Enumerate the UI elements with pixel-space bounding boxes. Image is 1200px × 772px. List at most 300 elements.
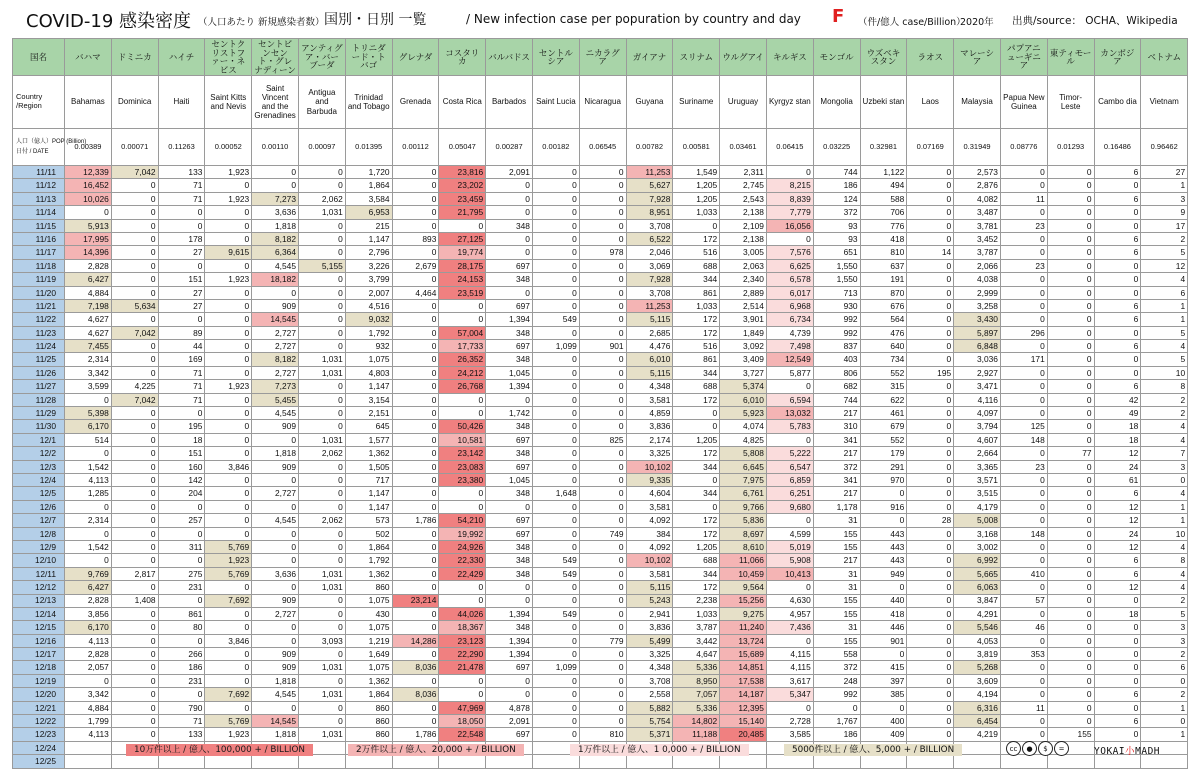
value-cell: 0 [1047, 674, 1094, 687]
value-cell: 348 [486, 554, 533, 567]
value-cell: 275 [158, 567, 205, 580]
value-cell: 5,336 [673, 661, 720, 674]
value-cell: 22,290 [439, 648, 486, 661]
table-row [13, 527, 1188, 540]
value-cell: 0 [579, 460, 626, 473]
value-cell: 1,394 [486, 634, 533, 647]
value-cell: 0 [907, 219, 954, 232]
value-cell: 2,062 [298, 192, 345, 205]
value-cell: 12 [1141, 259, 1188, 272]
value-cell: 1 [1141, 313, 1188, 326]
value-cell: 806 [813, 366, 860, 379]
value-cell: 0 [907, 380, 954, 393]
column-header-en: Bahamas [65, 76, 112, 129]
value-cell: 1,147 [345, 232, 392, 245]
value-cell: 21,478 [439, 661, 486, 674]
value-cell: 77 [1047, 447, 1094, 460]
value-cell: 172 [673, 581, 720, 594]
value-cell: 1 [1141, 701, 1188, 714]
series-letter: F [832, 6, 845, 27]
value-cell: 0 [111, 661, 158, 674]
value-cell: 3,846 [205, 460, 252, 473]
table-row [13, 460, 1188, 473]
value-cell: 0 [907, 259, 954, 272]
value-cell: 0 [1094, 259, 1141, 272]
value-cell: 1 [1141, 299, 1188, 312]
value-cell: 18 [1094, 433, 1141, 446]
value-cell: 215 [345, 219, 392, 232]
value-cell: 0 [579, 259, 626, 272]
value-cell: 0 [1047, 286, 1094, 299]
value-cell: 6,017 [766, 286, 813, 299]
date-cell: 12/1 [13, 433, 65, 446]
value-cell: 0 [1047, 259, 1094, 272]
legend-item-10k: 1万件以上 / 億人、1 0,000 + / BILLION [570, 744, 749, 756]
value-cell: 0 [532, 273, 579, 286]
value-cell: 0 [1000, 299, 1047, 312]
value-cell: 10,102 [626, 554, 673, 567]
value-cell: 2,558 [626, 688, 673, 701]
value-cell: 0 [392, 581, 439, 594]
value-cell: 0 [205, 259, 252, 272]
value-cell: 0 [766, 701, 813, 714]
value-cell: 930 [813, 299, 860, 312]
column-header-en: Uzbeki stan [860, 76, 907, 129]
legend-item-100k: 10万件以上 / 億人、100,000 + / BILLION [126, 744, 313, 756]
value-cell: 415 [860, 661, 907, 674]
date-cell: 11/26 [13, 366, 65, 379]
value-cell: 6,734 [766, 313, 813, 326]
value-cell: 443 [860, 554, 907, 567]
value-cell: 430 [345, 607, 392, 620]
value-cell: 6,968 [766, 299, 813, 312]
value-cell: 23,380 [439, 473, 486, 486]
value-cell: 71 [158, 393, 205, 406]
value-cell: 12,549 [766, 353, 813, 366]
value-cell: 23 [1000, 219, 1047, 232]
value-cell: 7,576 [766, 246, 813, 259]
value-cell: 4,545 [252, 407, 299, 420]
value-cell: 1,033 [673, 607, 720, 620]
value-cell: 7,692 [205, 688, 252, 701]
value-cell: 0 [205, 473, 252, 486]
value-cell: 1,577 [345, 433, 392, 446]
value-cell: 93 [813, 219, 860, 232]
value-cell: 0 [205, 701, 252, 714]
value-cell: 1,799 [65, 715, 112, 728]
value-cell: 549 [532, 567, 579, 580]
value-cell: 901 [579, 340, 626, 353]
date-cell: 12/10 [13, 554, 65, 567]
value-cell: 0 [392, 299, 439, 312]
value-cell: 3,599 [65, 380, 112, 393]
value-cell: 0 [532, 219, 579, 232]
value-cell: 776 [860, 219, 907, 232]
value-cell: 8,036 [392, 661, 439, 674]
value-cell: 0 [1000, 554, 1047, 567]
value-cell: 5,546 [954, 621, 1001, 634]
value-cell: 3,069 [626, 259, 673, 272]
value-cell: 5 [1141, 246, 1188, 259]
value-cell: 6,316 [954, 701, 1001, 714]
value-cell: 2,664 [954, 447, 1001, 460]
value-cell: 44,026 [439, 607, 486, 620]
date-cell: 11/27 [13, 380, 65, 393]
value-cell: 3,581 [626, 567, 673, 580]
value-cell: 4,957 [766, 607, 813, 620]
value-cell: 217 [813, 487, 860, 500]
value-cell: 0 [205, 219, 252, 232]
value-cell: 0 [392, 621, 439, 634]
by-icon: ● [1022, 741, 1037, 756]
value-cell: 1,075 [345, 661, 392, 674]
value-cell: 3,452 [954, 232, 1001, 245]
value-cell: 0 [907, 206, 954, 219]
value-cell: 2,138 [720, 232, 767, 245]
value-cell: 348 [486, 540, 533, 553]
date-cell: 11/25 [13, 353, 65, 366]
value-cell: 0 [1047, 192, 1094, 205]
value-cell: 27 [158, 246, 205, 259]
value-cell: 1,205 [673, 433, 720, 446]
value-cell: 0 [1047, 273, 1094, 286]
value-cell: 0 [1094, 674, 1141, 687]
value-cell: 0 [673, 407, 720, 420]
value-cell: 3,092 [720, 340, 767, 353]
value-cell: 825 [579, 433, 626, 446]
value-cell: 0 [532, 447, 579, 460]
value-cell: 0 [579, 393, 626, 406]
value-cell: 0 [1047, 567, 1094, 580]
value-cell: 0 [1000, 514, 1047, 527]
value-cell: 0 [298, 540, 345, 553]
value-cell: 0 [1000, 487, 1047, 500]
value-cell: 3,471 [954, 380, 1001, 393]
column-header-en: Laos [907, 76, 954, 129]
value-cell: 12 [1094, 500, 1141, 513]
value-cell: 1,075 [345, 353, 392, 366]
value-cell: 23,123 [439, 634, 486, 647]
value-cell: 1,542 [65, 540, 112, 553]
value-cell: 31 [813, 621, 860, 634]
date-cell: 11/16 [13, 232, 65, 245]
value-cell: 790 [158, 701, 205, 714]
value-cell: 909 [252, 648, 299, 661]
table-row [13, 179, 1188, 192]
value-cell: 0 [252, 500, 299, 513]
value-cell: 0 [111, 621, 158, 634]
value-cell: 14,286 [392, 634, 439, 647]
value-cell: 0 [766, 232, 813, 245]
population-cell: 0.00182 [532, 129, 579, 166]
value-cell: 2,174 [626, 433, 673, 446]
value-cell: 0 [1094, 273, 1141, 286]
value-cell: 2,314 [65, 514, 112, 527]
title-jp: 国別・日別 一覧 [324, 12, 427, 28]
value-cell: 0 [252, 527, 299, 540]
cc-license [1006, 741, 1069, 756]
value-cell: 4,348 [626, 380, 673, 393]
value-cell: 0 [392, 380, 439, 393]
value-cell: 3,515 [954, 487, 1001, 500]
value-cell: 0 [579, 206, 626, 219]
table-row [13, 715, 1188, 728]
population-cell: 0.00110 [252, 129, 299, 166]
value-cell: 0 [1000, 313, 1047, 326]
value-cell: 18,182 [252, 273, 299, 286]
value-cell: 4 [1141, 581, 1188, 594]
value-cell: 4,113 [65, 473, 112, 486]
value-cell: 1,864 [345, 688, 392, 701]
value-cell: 622 [860, 393, 907, 406]
header-row-pop [13, 129, 1188, 166]
value-cell: 7,198 [65, 299, 112, 312]
value-cell: 697 [486, 299, 533, 312]
value-cell: 1,033 [673, 206, 720, 219]
value-cell: 0 [1094, 286, 1141, 299]
value-cell: 0 [1094, 701, 1141, 714]
value-cell: 6,625 [766, 259, 813, 272]
value-cell: 0 [579, 326, 626, 339]
value-cell: 446 [860, 621, 907, 634]
value-cell: 0 [298, 246, 345, 259]
value-cell: 0 [1000, 728, 1047, 741]
value-cell: 1,031 [298, 688, 345, 701]
value-cell: 172 [673, 326, 720, 339]
value-cell: 2,138 [720, 206, 767, 219]
column-header-jp: セントルシア [532, 39, 579, 76]
value-cell: 0 [439, 500, 486, 513]
value-cell: 992 [813, 688, 860, 701]
value-cell: 4,630 [766, 594, 813, 607]
value-cell: 125 [1000, 420, 1047, 433]
value-cell: 0 [158, 594, 205, 607]
value-cell: 0 [205, 313, 252, 326]
value-cell: 0 [205, 353, 252, 366]
value-cell: 0 [907, 540, 954, 553]
value-cell: 6,578 [766, 273, 813, 286]
population-cell: 0.00071 [111, 129, 158, 166]
value-cell: 0 [532, 674, 579, 687]
value-cell: 0 [111, 688, 158, 701]
value-cell: 22,330 [439, 554, 486, 567]
value-cell: 7,455 [65, 340, 112, 353]
value-cell: 0 [673, 420, 720, 433]
value-cell: 22,429 [439, 567, 486, 580]
value-cell: 549 [532, 554, 579, 567]
column-header-en: Cambo dia [1094, 76, 1141, 129]
value-cell: 4,291 [954, 607, 1001, 620]
value-cell: 4,607 [954, 433, 1001, 446]
population-cell: 0.00389 [65, 129, 112, 166]
value-cell: 0 [579, 581, 626, 594]
value-cell: 7,436 [766, 621, 813, 634]
value-cell: 0 [579, 487, 626, 500]
value-cell: 3,901 [720, 313, 767, 326]
value-cell: 0 [579, 380, 626, 393]
value-cell: 17,995 [65, 232, 112, 245]
value-cell: 26,352 [439, 353, 486, 366]
value-cell: 16,452 [65, 179, 112, 192]
value-cell: 6,547 [766, 460, 813, 473]
value-cell: 0 [1047, 473, 1094, 486]
value-cell: 3,708 [626, 219, 673, 232]
value-cell: 344 [673, 460, 720, 473]
value-cell: 3 [1141, 634, 1188, 647]
value-cell: 637 [860, 259, 907, 272]
value-cell: 1,031 [298, 728, 345, 741]
value-cell: 0 [439, 313, 486, 326]
value-cell: 5,115 [626, 581, 673, 594]
value-cell: 2,314 [65, 353, 112, 366]
value-cell: 0 [65, 500, 112, 513]
value-cell: 0 [158, 500, 205, 513]
value-cell: 0 [158, 313, 205, 326]
value-cell: 12,339 [65, 166, 112, 179]
value-cell: 5,115 [626, 366, 673, 379]
value-cell: 0 [532, 206, 579, 219]
value-cell: 0 [579, 353, 626, 366]
value-cell: 516 [673, 246, 720, 259]
value-cell: 418 [860, 232, 907, 245]
value-cell: 21,795 [439, 206, 486, 219]
value-cell: 5,783 [766, 420, 813, 433]
value-cell: 403 [813, 353, 860, 366]
value-cell: 0 [65, 206, 112, 219]
value-cell: 0 [1000, 393, 1047, 406]
table-row [13, 634, 1188, 647]
value-cell: 0 [298, 473, 345, 486]
value-cell: 0 [298, 286, 345, 299]
value-cell: 1 [1141, 500, 1188, 513]
value-cell: 0 [907, 648, 954, 661]
value-cell: 3,708 [626, 286, 673, 299]
population-cell: 0.01395 [345, 129, 392, 166]
value-cell: 0 [252, 166, 299, 179]
date-cell: 11/14 [13, 206, 65, 219]
value-cell: 1,923 [205, 728, 252, 741]
value-cell: 0 [1047, 688, 1094, 701]
table-row [13, 447, 1188, 460]
value-cell: 0 [907, 326, 954, 339]
value-cell: 1,031 [298, 567, 345, 580]
value-cell: 1 [1141, 514, 1188, 527]
value-cell: 0 [205, 393, 252, 406]
value-cell: 4,348 [626, 661, 673, 674]
value-cell: 494 [860, 179, 907, 192]
value-cell: 11,188 [673, 728, 720, 741]
value-cell: 11 [1000, 701, 1047, 714]
column-header-jp: ニカラグア [579, 39, 626, 76]
value-cell: 0 [111, 433, 158, 446]
value-cell: 7,057 [673, 688, 720, 701]
value-cell: 17,538 [720, 674, 767, 687]
value-cell: 0 [111, 607, 158, 620]
value-cell: 148 [1000, 527, 1047, 540]
value-cell: 28 [907, 514, 954, 527]
value-cell: 0 [439, 487, 486, 500]
value-cell: 24 [1094, 460, 1141, 473]
value-cell: 186 [813, 179, 860, 192]
value-cell: 4,092 [626, 540, 673, 553]
value-cell: 0 [1047, 366, 1094, 379]
value-cell: 54,210 [439, 514, 486, 527]
value-cell: 0 [392, 366, 439, 379]
value-cell: 6 [1094, 232, 1141, 245]
value-cell: 23,519 [439, 286, 486, 299]
value-cell: 0 [158, 407, 205, 420]
value-cell: 0 [907, 701, 954, 714]
value-cell: 3,836 [626, 621, 673, 634]
value-cell: 0 [1094, 634, 1141, 647]
value-cell: 18 [1094, 607, 1141, 620]
value-cell: 2 [1141, 393, 1188, 406]
value-cell: 0 [298, 715, 345, 728]
value-cell: 24 [1094, 527, 1141, 540]
value-cell: 8 [1141, 380, 1188, 393]
date-cell: 12/14 [13, 607, 65, 620]
value-cell: 0 [1047, 393, 1094, 406]
value-cell: 861 [158, 607, 205, 620]
value-cell: 0 [439, 688, 486, 701]
value-cell: 640 [860, 340, 907, 353]
value-cell: 6 [1094, 166, 1141, 179]
value-cell: 0 [766, 380, 813, 393]
value-cell: 2,066 [954, 259, 1001, 272]
value-cell: 6,522 [626, 232, 673, 245]
value-cell: 31 [813, 581, 860, 594]
value-cell: 344 [673, 273, 720, 286]
value-cell: 348 [486, 420, 533, 433]
value-cell: 172 [673, 514, 720, 527]
value-cell: 3,856 [65, 607, 112, 620]
column-header-en: Malaysia [954, 76, 1001, 129]
value-cell: 909 [252, 420, 299, 433]
value-cell: 1,849 [720, 326, 767, 339]
value-cell: 0 [205, 407, 252, 420]
value-cell: 5,627 [626, 179, 673, 192]
value-cell: 257 [158, 514, 205, 527]
value-cell: 124 [813, 192, 860, 205]
value-cell: 0 [392, 715, 439, 728]
value-cell: 9 [1141, 206, 1188, 219]
value-cell: 23 [1000, 460, 1047, 473]
table-row [13, 299, 1188, 312]
author-logo [1094, 743, 1160, 757]
value-cell: 0 [486, 393, 533, 406]
value-cell: 706 [860, 206, 907, 219]
value-cell: 2 [1141, 648, 1188, 661]
value-cell: 1,864 [345, 179, 392, 192]
value-cell: 0 [252, 581, 299, 594]
date-cell: 12/4 [13, 473, 65, 486]
column-header-jp: ドミニカ [111, 39, 158, 76]
value-cell: 2,063 [720, 259, 767, 272]
value-cell: 0 [1000, 500, 1047, 513]
value-cell: 0 [1047, 166, 1094, 179]
value-cell: 4,082 [954, 192, 1001, 205]
value-cell: 0 [1047, 500, 1094, 513]
value-cell: 3,836 [626, 420, 673, 433]
value-cell: 0 [532, 407, 579, 420]
value-cell: 0 [298, 527, 345, 540]
value-cell: 0 [298, 554, 345, 567]
value-cell: 0 [205, 527, 252, 540]
value-cell: 0 [392, 246, 439, 259]
value-cell: 0 [392, 393, 439, 406]
value-cell: 0 [579, 567, 626, 580]
value-cell: 0 [532, 420, 579, 433]
